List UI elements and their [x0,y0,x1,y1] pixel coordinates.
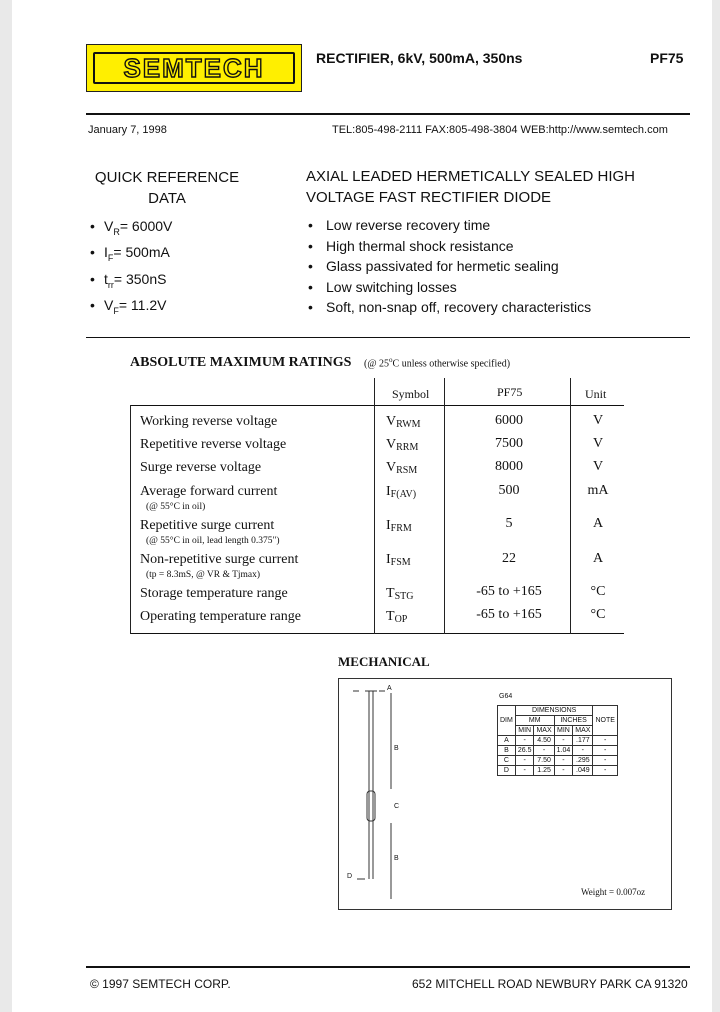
dim-cell: - [554,736,573,746]
ratings-note-sup: o [389,356,393,364]
rating-symbol-main: I [386,484,391,499]
dim-cell: - [593,766,617,776]
qr-value: = 500mA [113,244,170,261]
dims-title: DIMENSIONS [515,706,593,716]
ratings-note-suffix: C unless otherwise specified) [392,358,511,370]
rating-unit: V [592,459,604,474]
feature-item: • Low reverse recovery time [308,217,491,233]
dim-cell: 1.04 [554,746,573,756]
min-header: MIN [515,726,534,736]
rating-symbol-sub: STG [394,591,414,602]
feature-list [308,215,591,318]
rating-symbol [386,586,413,602]
rating-unit: °C [590,607,606,622]
dim-cell: .049 [573,766,593,776]
rating-unit: °C [590,584,606,599]
table-col-rule [444,378,445,634]
description-title [306,166,686,208]
section-divider [86,337,690,338]
dim-cell: C [498,756,516,766]
dim-header-row [498,706,618,716]
dim-cell: - [515,736,534,746]
qr-subscript: F [113,305,119,316]
quick-ref-item: • $V_R= 6000V$ [90,218,173,237]
rating-symbol-sub: F(AV) [390,489,417,500]
document-title: RECTIFIER, 6kV, 500mA, 350ns [316,50,523,66]
rating-symbol-sub: FSM [390,557,411,568]
header-divider [86,113,690,115]
qr-value: = 11.2V [118,296,167,313]
rating-unit: mA [587,483,609,498]
quick-ref-item: • $V_F= 11.2V$ [90,296,167,316]
rating-symbol-main: I [386,552,391,567]
dim-label-d: D [347,873,353,880]
rating-symbol-main: V [386,460,397,475]
qr-subscript: F [107,253,114,264]
table-left-rule [130,405,131,634]
ratings-note [364,356,510,369]
dim-cell: - [534,746,554,756]
ratings-title: ABSOLUTE MAXIMUM RATINGS [130,355,352,370]
qr-value: = 6000V [119,218,173,234]
dim-row [498,756,618,766]
feature-item: • Glass passivated for hermetic sealing [308,258,559,274]
rating-unit: A [592,551,604,566]
feature-item: • Soft, non-snap off, recovery characteristics [308,299,592,315]
quick-ref-item: • $t_{rr}= 350nS$ [90,270,167,290]
rating-name: Average forward current [140,484,278,499]
qr-symbol: V [104,296,114,313]
qr-symbol: V [104,218,114,234]
col-header-unit: Unit [585,387,607,401]
rating-symbol [386,518,412,534]
quick-ref-item: • $I_F= 500mA$ [90,244,170,264]
description-title-line2: VOLTAGE FAST RECTIFIER DIODE [306,189,552,206]
mm-header: MM [515,716,554,726]
dim-cell: .295 [573,756,593,766]
dim-cell: - [593,736,617,746]
table-bottom-rule [130,633,624,634]
feature-item: • Low switching losses [308,278,457,295]
mechanical-drawing-box [338,678,672,910]
dim-cell: D [498,766,516,776]
rating-symbol [386,484,416,500]
dim-cell: - [515,756,534,766]
rating-value: 500 [498,483,520,498]
inches-header: INCHES [554,716,593,726]
qr-subscript: rr [107,279,114,290]
rating-symbol-main: V [386,437,397,452]
col-header-symbol: Symbol [392,387,430,401]
feature-text: Low reverse recovery time [326,217,491,233]
max-header: MAX [573,726,593,736]
qr-value: = 350nS [113,270,167,287]
package-code: G64 [499,693,513,700]
rating-symbol-sub: FRM [390,523,412,534]
dim-row [498,746,618,756]
dim-label-c: C [394,803,400,810]
rating-symbol [386,552,411,568]
rating-symbol-main: T [386,586,395,601]
dim-label-b: B [394,745,399,752]
dim-row [498,766,618,776]
rating-value: 22 [502,551,516,566]
dim-cell: - [554,766,573,776]
table-col-rule [374,378,375,634]
logo-text: SEMTECH [93,52,295,84]
col-header-part: PF75 [497,385,523,399]
rating-symbol [386,414,421,430]
quick-reference-title-line2: DATA [148,190,186,207]
rating-symbol-main: V [386,414,397,429]
rating-name: Repetitive reverse voltage [140,437,287,452]
rating-name: Surge reverse voltage [140,460,262,475]
max-header: MAX [534,726,554,736]
rating-value: -65 to +165 [476,607,542,622]
rating-symbol [386,460,417,476]
rating-symbol-main: T [386,609,395,624]
rating-value: 7500 [495,436,523,451]
dim-cell: 4.50 [534,736,554,746]
rating-name: Repetitive surge current [140,518,275,533]
rating-symbol-main: I [386,518,391,533]
dim-cell: - [593,756,617,766]
rating-name: Working reverse voltage [140,414,278,429]
rating-symbol [386,437,418,453]
quick-reference-list [90,216,172,321]
dim-row [498,736,618,746]
issue-date: January 7, 1998 [88,124,167,136]
table-col-rule [570,378,571,634]
footer-divider [86,966,690,968]
quick-reference-title [92,167,242,209]
rating-symbol-sub: RRM [396,442,419,453]
feature-text: Low switching losses [326,278,457,295]
note-col-header: NOTE [593,706,617,736]
table-top-rule [130,405,624,406]
rating-symbol-sub: OP [394,614,408,625]
feature-text: Glass passivated for hermetic sealing [326,258,559,274]
diode-outline-drawing [339,679,459,909]
qr-subscript: R [113,226,120,237]
mechanical-title: MECHANICAL [338,654,430,669]
description-title-line1: AXIAL LEADED HERMETICALLY SEALED HIGH [306,168,635,185]
dim-cell: A [498,736,516,746]
rating-name: Storage temperature range [140,586,288,601]
ratings-note-prefix: (@ 25 [364,358,390,370]
qr-symbol: t [104,270,108,287]
qr-symbol: I [104,244,108,261]
dim-cell: - [554,756,573,766]
rating-value: 5 [505,516,513,531]
rating-symbol [386,609,407,625]
quick-reference-title-line1: QUICK REFERENCE [94,169,240,186]
dim-cell: - [573,746,593,756]
rating-condition: (@ 55°C in oil, lead length 0.375") [146,536,280,546]
rating-value: -65 to +165 [476,584,542,599]
feature-item: • High thermal shock resistance [308,237,514,254]
copyright: © 1997 SEMTECH CORP. [90,977,231,991]
rating-condition: (@ 55°C in oil) [146,502,206,512]
rating-name: Non-repetitive surge current [140,552,299,567]
rating-unit: V [592,413,604,428]
dim-cell: .177 [573,736,593,746]
rating-unit: A [592,516,604,531]
semtech-logo [86,44,302,92]
rating-name: Operating temperature range [140,609,301,624]
rating-value: 6000 [495,413,523,428]
rating-condition: (tp = 8.3mS, @ VR & Tjmax) [146,570,261,580]
min-header: MIN [554,726,573,736]
rating-symbol-sub: RWM [396,419,421,430]
dimensions-table [497,705,618,776]
feature-text: High thermal shock resistance [326,237,514,254]
rating-unit: V [592,436,604,451]
feature-text: Soft, non-snap off, recovery characteristics [326,299,592,315]
dim-cell: B [498,746,516,756]
weight-label: Weight = 0.007oz [581,887,646,897]
contact-info: TEL:805-498-2111 FAX:805-498-3804 WEB:http://www.semtech.com [332,124,668,136]
rating-symbol-sub: RSM [396,465,418,476]
part-number: PF75 [650,50,684,66]
dim-cell: 7.50 [534,756,554,766]
dim-cell: - [593,746,617,756]
dim-cell: - [515,766,534,776]
rating-value: 8000 [495,459,523,474]
dim-cell: 26.5 [515,746,534,756]
dim-label-a: A [387,685,392,692]
dim-cell: 1.25 [534,766,554,776]
dim-label-b2: B [394,855,399,862]
dim-col-header: DIM [498,706,516,736]
address: 652 MITCHELL ROAD NEWBURY PARK CA 91320 [412,977,688,991]
